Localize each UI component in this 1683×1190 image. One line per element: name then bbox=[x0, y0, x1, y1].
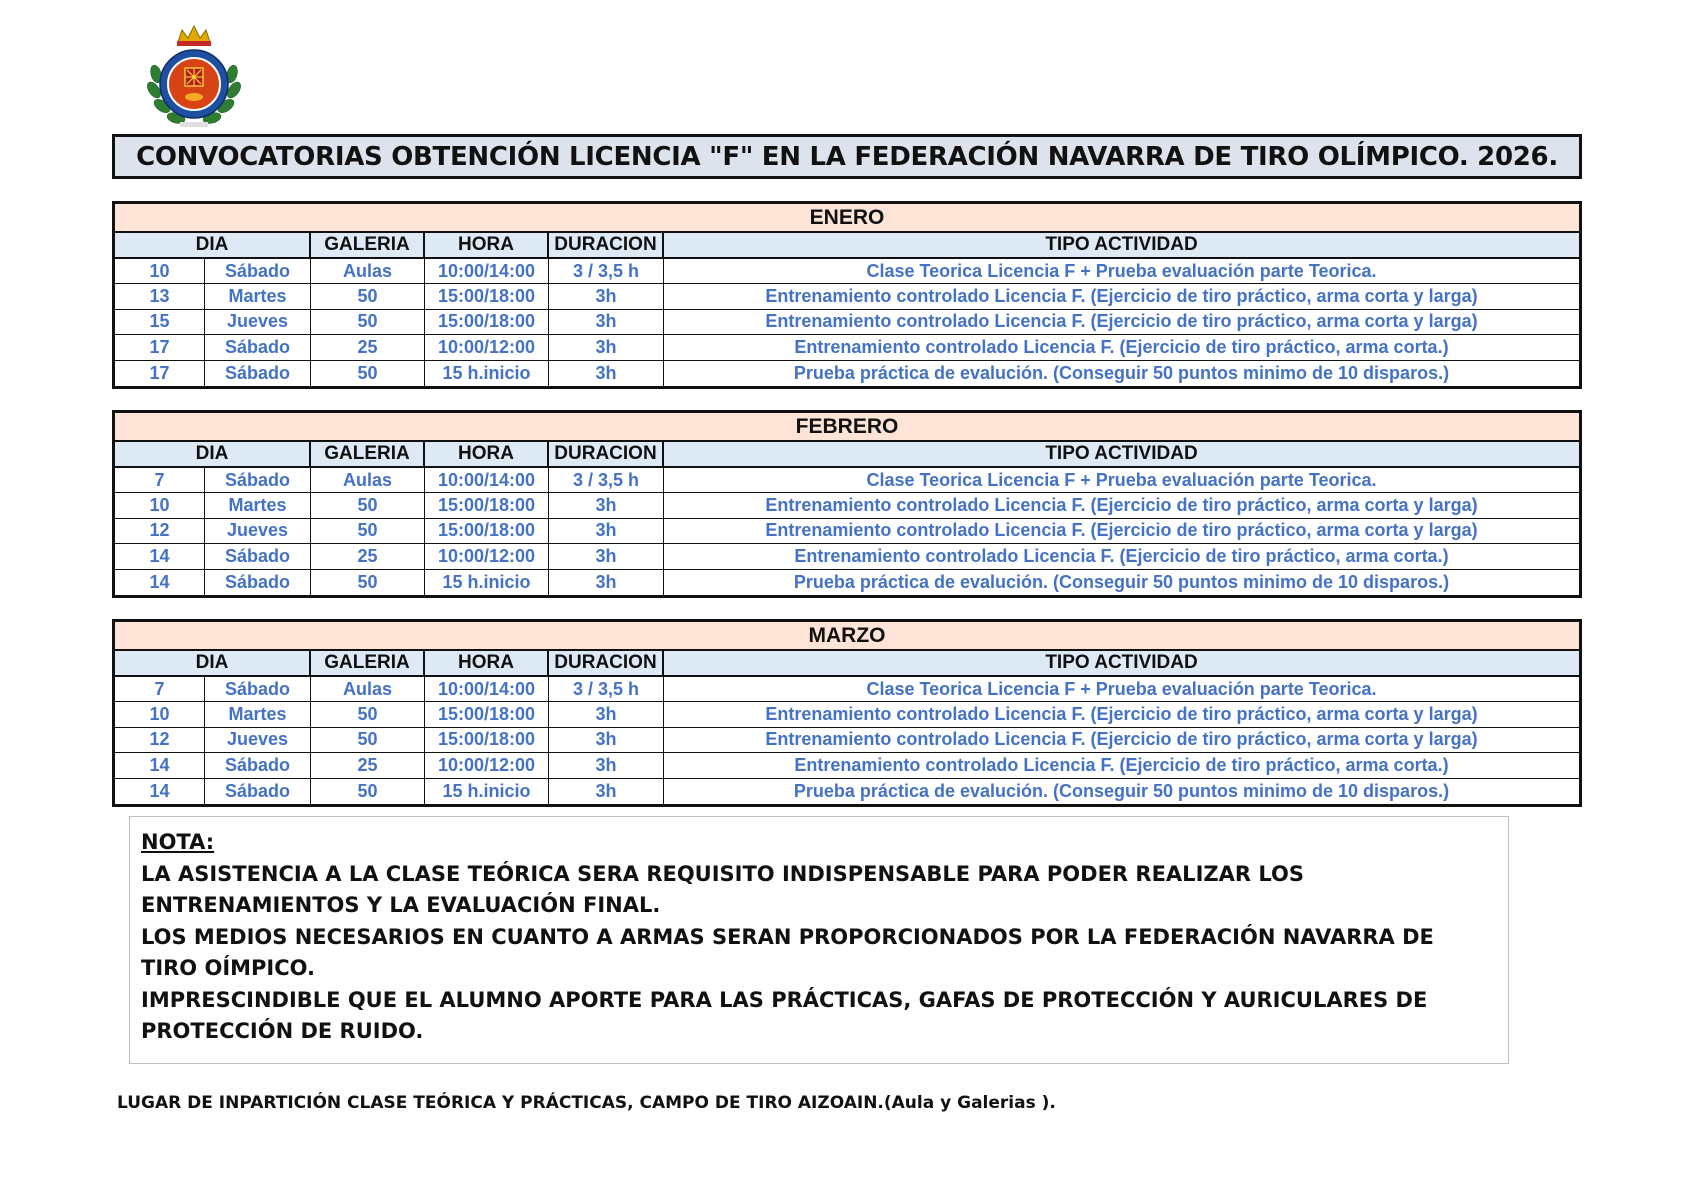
cell-hora: 15 h.inicio bbox=[425, 570, 549, 595]
cell-hora: 15:00/18:00 bbox=[425, 728, 549, 752]
cell-day: Sábado bbox=[205, 259, 311, 283]
cell-num: 12 bbox=[115, 519, 205, 543]
cell-hora: 15:00/18:00 bbox=[425, 519, 549, 543]
cell-duracion: 3h bbox=[549, 728, 664, 752]
cell-galeria: 50 bbox=[311, 361, 425, 386]
cell-day: Martes bbox=[205, 493, 311, 517]
cell-num: 10 bbox=[115, 493, 205, 517]
cell-tipo: Clase Teorica Licencia F + Prueba evaluación parte Teorica. bbox=[866, 260, 1377, 281]
header-duracion: DURACION bbox=[549, 442, 664, 466]
cell-day: Sábado bbox=[205, 677, 311, 701]
table-row bbox=[115, 310, 1579, 335]
cell-day: Sábado bbox=[205, 361, 311, 386]
cell-galeria: 50 bbox=[311, 779, 425, 804]
table-row bbox=[115, 493, 1579, 518]
header-dia: DIA bbox=[115, 233, 311, 257]
cell-tipo: Clase Teorica Licencia F + Prueba evaluación parte Teorica. bbox=[866, 678, 1377, 699]
cell-hora: 15:00/18:00 bbox=[425, 284, 549, 308]
cell-hora: 10:00/14:00 bbox=[425, 677, 549, 701]
cell-tipo: Entrenamiento controlado Licencia F. (Ejercicio de tiro práctico, arma corta y larga) bbox=[765, 520, 1478, 541]
cell-tipo: Clase Teorica Licencia F + Prueba evaluación parte Teorica. bbox=[866, 469, 1377, 490]
cell-num: 10 bbox=[115, 702, 205, 726]
cell-tipo: Entrenamiento controlado Licencia F. (Ejercicio de tiro práctico, arma corta y larga) bbox=[765, 729, 1478, 750]
note-line-2: LOS MEDIOS NECESARIOS EN CUANTO A ARMAS SERAN PROPORCIONADOS POR LA FEDERACIÓN NAVARRA DE TIRO OÍMPICO. bbox=[141, 924, 1434, 980]
cell-num: 17 bbox=[115, 361, 205, 386]
cell-num: 14 bbox=[115, 570, 205, 595]
table-row bbox=[115, 259, 1579, 284]
cell-galeria: 50 bbox=[311, 284, 425, 308]
cell-duracion: 3 / 3,5 h bbox=[549, 677, 664, 701]
cell-galeria: 50 bbox=[311, 519, 425, 543]
cell-num: 7 bbox=[115, 468, 205, 492]
cell-hora: 15 h.inicio bbox=[425, 361, 549, 386]
column-header-row bbox=[115, 442, 1579, 468]
header-tipo: TIPO ACTIVIDAD bbox=[1045, 234, 1198, 255]
column-header-row bbox=[115, 651, 1579, 677]
cell-hora: 15 h.inicio bbox=[425, 779, 549, 804]
header-dia: DIA bbox=[115, 651, 311, 675]
cell-duracion: 3h bbox=[549, 310, 664, 334]
month-heading: FEBRERO bbox=[115, 413, 1579, 442]
cell-duracion: 3h bbox=[549, 493, 664, 517]
header-tipo: TIPO ACTIVIDAD bbox=[1045, 443, 1198, 464]
cell-tipo: Entrenamiento controlado Licencia F. (Ejercicio de tiro práctico, arma corta.) bbox=[794, 754, 1449, 775]
cell-tipo: Entrenamiento controlado Licencia F. (Ejercicio de tiro práctico, arma corta y larga) bbox=[765, 495, 1478, 516]
header-galeria: GALERIA bbox=[311, 233, 425, 257]
cell-duracion: 3h bbox=[549, 361, 664, 386]
month-table-enero bbox=[112, 201, 1582, 389]
note-box bbox=[129, 816, 1509, 1064]
cell-duracion: 3h bbox=[549, 284, 664, 308]
page-title: CONVOCATORIAS OBTENCIÓN LICENCIA "F" EN LA FEDERACIÓN NAVARRA DE TIRO OLÍMPICO. 2026. bbox=[112, 134, 1582, 179]
cell-hora: 15:00/18:00 bbox=[425, 493, 549, 517]
cell-duracion: 3h bbox=[549, 544, 664, 568]
cell-day: Jueves bbox=[205, 728, 311, 752]
header-galeria: GALERIA bbox=[311, 442, 425, 466]
cell-galeria: 50 bbox=[311, 570, 425, 595]
cell-day: Sábado bbox=[205, 468, 311, 492]
table-row bbox=[115, 753, 1579, 778]
cell-day: Jueves bbox=[205, 310, 311, 334]
cell-hora: 10:00/12:00 bbox=[425, 753, 549, 777]
cell-tipo: Entrenamiento controlado Licencia F. (Ejercicio de tiro práctico, arma corta.) bbox=[794, 545, 1449, 566]
cell-hora: 10:00/12:00 bbox=[425, 335, 549, 359]
cell-day: Sábado bbox=[205, 753, 311, 777]
crest-icon bbox=[144, 22, 244, 130]
cell-num: 14 bbox=[115, 753, 205, 777]
table-row bbox=[115, 519, 1579, 544]
table-row bbox=[115, 728, 1579, 753]
table-row bbox=[115, 468, 1579, 493]
header-duracion: DURACION bbox=[549, 651, 664, 675]
month-table-febrero bbox=[112, 410, 1582, 598]
cell-num: 10 bbox=[115, 259, 205, 283]
cell-tipo: Entrenamiento controlado Licencia F. (Ejercicio de tiro práctico, arma corta.) bbox=[794, 336, 1449, 357]
cell-galeria: 25 bbox=[311, 335, 425, 359]
cell-hora: 10:00/14:00 bbox=[425, 259, 549, 283]
header-duracion: DURACION bbox=[549, 233, 664, 257]
table-row bbox=[115, 361, 1579, 386]
cell-hora: 10:00/12:00 bbox=[425, 544, 549, 568]
cell-galeria: Aulas bbox=[311, 259, 425, 283]
table-row bbox=[115, 544, 1579, 569]
cell-duracion: 3h bbox=[549, 519, 664, 543]
cell-tipo: Prueba práctica de evalución. (Conseguir 50 puntos minimo de 10 disparos.) bbox=[793, 571, 1450, 592]
cell-duracion: 3h bbox=[549, 702, 664, 726]
cell-galeria: 50 bbox=[311, 493, 425, 517]
table-row bbox=[115, 284, 1579, 309]
cell-galeria: 25 bbox=[311, 544, 425, 568]
cell-hora: 15:00/18:00 bbox=[425, 310, 549, 334]
table-row bbox=[115, 779, 1579, 804]
cell-num: 14 bbox=[115, 544, 205, 568]
cell-num: 14 bbox=[115, 779, 205, 804]
cell-tipo: Entrenamiento controlado Licencia F. (Ejercicio de tiro práctico, arma corta y larga) bbox=[765, 704, 1478, 725]
cell-duracion: 3 / 3,5 h bbox=[549, 259, 664, 283]
cell-day: Sábado bbox=[205, 570, 311, 595]
month-table-marzo bbox=[112, 619, 1582, 807]
cell-num: 13 bbox=[115, 284, 205, 308]
month-heading: MARZO bbox=[115, 622, 1579, 651]
cell-galeria: 25 bbox=[311, 753, 425, 777]
note-line-1: LA ASISTENCIA A LA CLASE TEÓRICA SERA REQUISITO INDISPENSABLE PARA PODER REALIZAR LOS ENTRENAMIENTOS Y LA EVALUACIÓN FINAL. bbox=[141, 861, 1304, 917]
cell-duracion: 3h bbox=[549, 779, 664, 804]
header-galeria: GALERIA bbox=[311, 651, 425, 675]
cell-day: Martes bbox=[205, 284, 311, 308]
cell-tipo: Entrenamiento controlado Licencia F. (Ejercicio de tiro práctico, arma corta y larga) bbox=[765, 311, 1478, 332]
cell-num: 12 bbox=[115, 728, 205, 752]
column-header-row bbox=[115, 233, 1579, 259]
venue-note: LUGAR DE INPARTICIÓN CLASE TEÓRICA Y PRÁCTICAS, CAMPO DE TIRO AIZOAIN.(Aula y Galerias ). bbox=[117, 1093, 1056, 1113]
cell-num: 15 bbox=[115, 310, 205, 334]
cell-duracion: 3h bbox=[549, 570, 664, 595]
table-row bbox=[115, 335, 1579, 360]
cell-day: Sábado bbox=[205, 779, 311, 804]
cell-day: Sábado bbox=[205, 544, 311, 568]
cell-tipo: Entrenamiento controlado Licencia F. (Ejercicio de tiro práctico, arma corta y larga) bbox=[765, 286, 1478, 307]
cell-day: Jueves bbox=[205, 519, 311, 543]
table-row bbox=[115, 702, 1579, 727]
federation-logo bbox=[144, 22, 244, 130]
cell-galeria: Aulas bbox=[311, 677, 425, 701]
cell-hora: 15:00/18:00 bbox=[425, 702, 549, 726]
note-line-3: IMPRESCINDIBLE QUE EL ALUMNO APORTE PARA LAS PRÁCTICAS, GAFAS DE PROTECCIÓN Y AURICULARES DE PROTECCIÓN DE RUIDO. bbox=[141, 987, 1428, 1043]
header-hora: HORA bbox=[425, 233, 549, 257]
cell-duracion: 3h bbox=[549, 335, 664, 359]
cell-duracion: 3 / 3,5 h bbox=[549, 468, 664, 492]
cell-num: 17 bbox=[115, 335, 205, 359]
cell-tipo: Prueba práctica de evalución. (Conseguir 50 puntos minimo de 10 disparos.) bbox=[793, 362, 1450, 383]
table-row bbox=[115, 677, 1579, 702]
cell-hora: 10:00/14:00 bbox=[425, 468, 549, 492]
table-row bbox=[115, 570, 1579, 595]
cell-tipo: Prueba práctica de evalución. (Conseguir 50 puntos minimo de 10 disparos.) bbox=[793, 780, 1450, 801]
cell-galeria: 50 bbox=[311, 728, 425, 752]
header-hora: HORA bbox=[425, 651, 549, 675]
cell-galeria: Aulas bbox=[311, 468, 425, 492]
cell-duracion: 3h bbox=[549, 753, 664, 777]
cell-num: 7 bbox=[115, 677, 205, 701]
cell-galeria: 50 bbox=[311, 702, 425, 726]
cell-day: Sábado bbox=[205, 335, 311, 359]
cell-day: Martes bbox=[205, 702, 311, 726]
note-title: NOTA: bbox=[141, 830, 215, 854]
header-tipo: TIPO ACTIVIDAD bbox=[1045, 652, 1198, 673]
header-dia: DIA bbox=[115, 442, 311, 466]
header-hora: HORA bbox=[425, 442, 549, 466]
month-heading: ENERO bbox=[115, 204, 1579, 233]
cell-galeria: 50 bbox=[311, 310, 425, 334]
